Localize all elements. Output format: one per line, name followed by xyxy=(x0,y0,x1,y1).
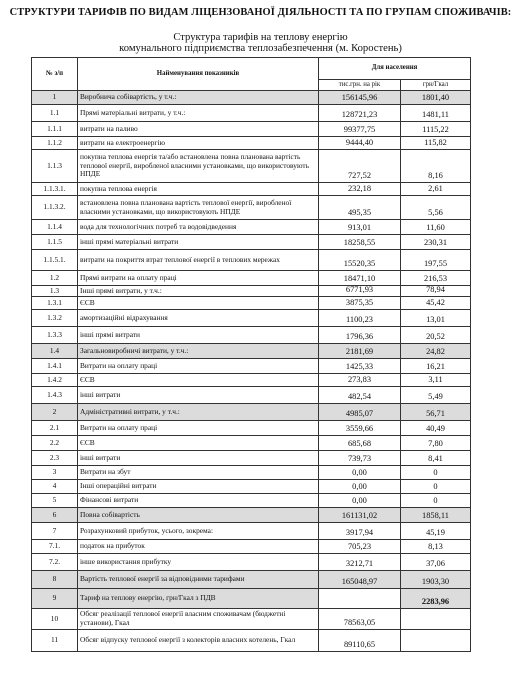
row-value-uah-per-gcal: 0 xyxy=(401,466,471,480)
row-name: покупна теплова енергія та/або встановлена повна планована вартість теплової енергії, виробленої власними установками, що використовують НПДЕ xyxy=(78,150,319,183)
row-number: 1 xyxy=(32,91,78,105)
table-row xyxy=(32,235,471,250)
row-number: 1.3.1 xyxy=(32,297,78,310)
table-row xyxy=(32,387,471,404)
table-row xyxy=(32,589,471,609)
table-row xyxy=(32,359,471,374)
row-value-thousand-uah: 99377,75 xyxy=(319,122,401,137)
column-header-unit-thousand-uah: тис.грн. на рік xyxy=(319,80,401,91)
row-number: 1.4.3 xyxy=(32,387,78,404)
row-number: 5 xyxy=(32,494,78,508)
row-name: ЄСВ xyxy=(78,297,319,310)
row-name: Виробнича собівартість, у т.ч.: xyxy=(78,91,319,105)
row-number: 11 xyxy=(32,630,78,652)
row-value-thousand-uah: 128721,23 xyxy=(319,105,401,122)
table-row xyxy=(32,508,471,523)
row-value-uah-per-gcal: 8,13 xyxy=(401,540,471,554)
table-row xyxy=(32,327,471,344)
row-name: Прямі матеріальні витрати, у т.ч.: xyxy=(78,105,319,122)
row-value-thousand-uah: 6771,93 xyxy=(319,286,401,297)
table-row xyxy=(32,494,471,508)
row-name: Витрати на збут xyxy=(78,466,319,480)
tariff-structure-table xyxy=(31,57,471,652)
table-row xyxy=(32,374,471,387)
row-value-thousand-uah: 161131,02 xyxy=(319,508,401,523)
subtitle-line-1: Структура тарифів на теплову енергію xyxy=(173,32,348,43)
row-number: 1.4 xyxy=(32,344,78,359)
row-value-thousand-uah: 3559,66 xyxy=(319,421,401,436)
table-row xyxy=(32,554,471,571)
row-name: витрати на покриття втрат теплової енергії в теплових мережах xyxy=(78,250,319,271)
header-row xyxy=(32,58,471,80)
row-value-uah-per-gcal xyxy=(401,609,471,630)
row-number: 1.1.2 xyxy=(32,137,78,150)
row-value-uah-per-gcal: 8,16 xyxy=(401,150,471,183)
row-value-thousand-uah: 9444,40 xyxy=(319,137,401,150)
table-row xyxy=(32,105,471,122)
row-number: 7 xyxy=(32,523,78,540)
row-value-uah-per-gcal: 45,19 xyxy=(401,523,471,540)
row-value-uah-per-gcal: 2283,96 xyxy=(401,589,471,609)
row-value-uah-per-gcal: 3,11 xyxy=(401,374,471,387)
row-value-uah-per-gcal: 11,60 xyxy=(401,220,471,235)
row-value-thousand-uah: 89110,65 xyxy=(319,630,401,652)
row-name: інші прямі витрати xyxy=(78,327,319,344)
row-value-uah-per-gcal: 24,82 xyxy=(401,344,471,359)
row-name: Розрахунковий прибуток, усього, зокрема: xyxy=(78,523,319,540)
row-name: Повна собівартість xyxy=(78,508,319,523)
row-number: 4 xyxy=(32,480,78,494)
row-number: 9 xyxy=(32,589,78,609)
row-name: Загальновиробничі витрати, у т.ч.: xyxy=(78,344,319,359)
row-value-thousand-uah: 482,54 xyxy=(319,387,401,404)
table-row xyxy=(32,630,471,652)
row-value-thousand-uah: 165048,97 xyxy=(319,571,401,589)
row-value-uah-per-gcal: 5,56 xyxy=(401,196,471,220)
table-row xyxy=(32,137,471,150)
row-value-thousand-uah: 273,83 xyxy=(319,374,401,387)
row-value-uah-per-gcal: 1115,22 xyxy=(401,122,471,137)
row-name: податок на прибуток xyxy=(78,540,319,554)
row-name: Фінансові витрати xyxy=(78,494,319,508)
row-value-uah-per-gcal: 8,41 xyxy=(401,451,471,466)
row-value-uah-per-gcal: 1858,11 xyxy=(401,508,471,523)
row-value-thousand-uah: 0,00 xyxy=(319,466,401,480)
row-name: витрати на електроенергію xyxy=(78,137,319,150)
row-number: 1.1.3.2. xyxy=(32,196,78,220)
table-body xyxy=(32,58,471,652)
table-row xyxy=(32,250,471,271)
row-value-thousand-uah xyxy=(319,589,401,609)
table-row xyxy=(32,196,471,220)
row-number: 8 xyxy=(32,571,78,589)
row-number: 1.1.1 xyxy=(32,122,78,137)
row-name: ЄСВ xyxy=(78,374,319,387)
row-number: 1.4.1 xyxy=(32,359,78,374)
row-name: інші прямі матеріальні витрати xyxy=(78,235,319,250)
row-name: Адміністративні витрати, у т.ч.: xyxy=(78,404,319,421)
row-number: 10 xyxy=(32,609,78,630)
table-row xyxy=(32,571,471,589)
row-value-thousand-uah: 1100,23 xyxy=(319,310,401,327)
row-value-thousand-uah: 495,35 xyxy=(319,196,401,220)
row-name: Витрати на оплату праці xyxy=(78,359,319,374)
table-row xyxy=(32,122,471,137)
row-name: ЄСВ xyxy=(78,436,319,451)
row-number: 1.1.4 xyxy=(32,220,78,235)
row-value-thousand-uah: 0,00 xyxy=(319,480,401,494)
row-number: 3 xyxy=(32,466,78,480)
row-number: 1.3.2 xyxy=(32,310,78,327)
row-value-uah-per-gcal: 216,53 xyxy=(401,271,471,286)
table-row xyxy=(32,404,471,421)
row-value-uah-per-gcal: 20,52 xyxy=(401,327,471,344)
table-row xyxy=(32,436,471,451)
table-row xyxy=(32,344,471,359)
row-value-uah-per-gcal: 13,01 xyxy=(401,310,471,327)
row-name: Інші прямі витрати, у т.ч.: xyxy=(78,286,319,297)
row-value-thousand-uah: 156145,96 xyxy=(319,91,401,105)
table-row xyxy=(32,451,471,466)
row-number: 7.2. xyxy=(32,554,78,571)
document-subtitle xyxy=(0,32,521,54)
row-number: 2.2 xyxy=(32,436,78,451)
table-row xyxy=(32,466,471,480)
row-name: встановлена повна планована вартість теплової енергії, виробленої власними установками, що використовують НПДЕ xyxy=(78,196,319,220)
table-row xyxy=(32,480,471,494)
row-value-thousand-uah: 0,00 xyxy=(319,494,401,508)
row-number: 1.4.2 xyxy=(32,374,78,387)
row-number: 1.1 xyxy=(32,105,78,122)
row-value-thousand-uah: 705,23 xyxy=(319,540,401,554)
row-number: 1.2 xyxy=(32,271,78,286)
subtitle-line-2: комунального підприємства теплозабезпечення (м. Коростень) xyxy=(119,43,402,54)
row-value-thousand-uah: 78563,05 xyxy=(319,609,401,630)
row-number: 1.1.3 xyxy=(32,150,78,183)
row-value-uah-per-gcal: 7,80 xyxy=(401,436,471,451)
row-value-thousand-uah: 727,52 xyxy=(319,150,401,183)
row-value-uah-per-gcal: 197,55 xyxy=(401,250,471,271)
row-value-uah-per-gcal: 16,21 xyxy=(401,359,471,374)
row-name: витрати на паливо xyxy=(78,122,319,137)
row-number: 1.1.5 xyxy=(32,235,78,250)
table-row xyxy=(32,523,471,540)
table-row xyxy=(32,540,471,554)
row-value-uah-per-gcal: 1481,11 xyxy=(401,105,471,122)
row-number: 6 xyxy=(32,508,78,523)
row-value-uah-per-gcal: 5,49 xyxy=(401,387,471,404)
row-number: 2 xyxy=(32,404,78,421)
row-value-thousand-uah: 4985,07 xyxy=(319,404,401,421)
row-value-thousand-uah: 1425,33 xyxy=(319,359,401,374)
column-header-group: Для населення xyxy=(319,58,471,80)
row-value-uah-per-gcal: 1801,40 xyxy=(401,91,471,105)
row-name: амортизаційні відрахування xyxy=(78,310,319,327)
row-number: 2.1 xyxy=(32,421,78,436)
row-value-thousand-uah: 1796,36 xyxy=(319,327,401,344)
row-number: 1.1.3.1. xyxy=(32,183,78,196)
table-row xyxy=(32,183,471,196)
row-value-uah-per-gcal: 2,61 xyxy=(401,183,471,196)
row-value-uah-per-gcal xyxy=(401,630,471,652)
row-value-uah-per-gcal: 56,71 xyxy=(401,404,471,421)
row-name: Вартість теплової енергії за відповідними тарифами xyxy=(78,571,319,589)
table-row xyxy=(32,286,471,297)
row-value-uah-per-gcal: 0 xyxy=(401,480,471,494)
row-name: Тариф на теплову енергію, грн/Гкал з ПДВ xyxy=(78,589,319,609)
row-value-thousand-uah: 15520,35 xyxy=(319,250,401,271)
row-value-thousand-uah: 232,18 xyxy=(319,183,401,196)
row-name: інше використання прибутку xyxy=(78,554,319,571)
row-name: інші витрати xyxy=(78,451,319,466)
row-name: покупна теплова енергія xyxy=(78,183,319,196)
row-value-thousand-uah: 739,73 xyxy=(319,451,401,466)
table-row xyxy=(32,220,471,235)
row-value-uah-per-gcal: 45,42 xyxy=(401,297,471,310)
row-value-uah-per-gcal: 40,49 xyxy=(401,421,471,436)
row-name: вода для технологічних потреб та водовідведення xyxy=(78,220,319,235)
row-name: Витрати на оплату праці xyxy=(78,421,319,436)
row-name: Інші операційні витрати xyxy=(78,480,319,494)
row-value-thousand-uah: 685,68 xyxy=(319,436,401,451)
row-value-thousand-uah: 18471,10 xyxy=(319,271,401,286)
table-row xyxy=(32,609,471,630)
table-row xyxy=(32,271,471,286)
row-number: 2.3 xyxy=(32,451,78,466)
table-row xyxy=(32,310,471,327)
row-value-uah-per-gcal: 115,82 xyxy=(401,137,471,150)
row-name: Обсяг реалізації теплової енергії власним споживачам (бюджетні установи), Гкал xyxy=(78,609,319,630)
row-name: інші витрати xyxy=(78,387,319,404)
row-value-thousand-uah: 18258,55 xyxy=(319,235,401,250)
table-row xyxy=(32,150,471,183)
row-value-thousand-uah: 2181,69 xyxy=(319,344,401,359)
row-value-thousand-uah: 3212,71 xyxy=(319,554,401,571)
row-value-thousand-uah: 3875,35 xyxy=(319,297,401,310)
row-value-uah-per-gcal: 1903,30 xyxy=(401,571,471,589)
row-value-thousand-uah: 3917,94 xyxy=(319,523,401,540)
column-header-number: № з/п xyxy=(32,58,78,91)
row-number: 1.3 xyxy=(32,286,78,297)
row-name: Обсяг відпуску теплової енергії з колекторів власних котелень, Гкал xyxy=(78,630,319,652)
row-value-uah-per-gcal: 230,31 xyxy=(401,235,471,250)
table-row xyxy=(32,421,471,436)
row-number: 1.1.5.1. xyxy=(32,250,78,271)
column-header-name: Найменування показників xyxy=(78,58,319,91)
row-name: Прямі витрати на оплату праці xyxy=(78,271,319,286)
row-value-thousand-uah: 913,01 xyxy=(319,220,401,235)
document-title: СТРУКТУРИ ТАРИФІВ ПО ВИДАМ ЛІЦЕНЗОВАНОЇ ДІЯЛЬНОСТІ ТА ПО ГРУПАМ СПОЖИВАЧІВ: xyxy=(9,7,512,18)
row-value-uah-per-gcal: 37,06 xyxy=(401,554,471,571)
column-header-unit-uah-per-gcal: грн/Гкал xyxy=(401,80,471,91)
row-value-uah-per-gcal: 0 xyxy=(401,494,471,508)
row-number: 1.3.3 xyxy=(32,327,78,344)
table-row xyxy=(32,91,471,105)
row-value-uah-per-gcal: 78,94 xyxy=(401,286,471,297)
row-number: 7.1. xyxy=(32,540,78,554)
table-row xyxy=(32,297,471,310)
